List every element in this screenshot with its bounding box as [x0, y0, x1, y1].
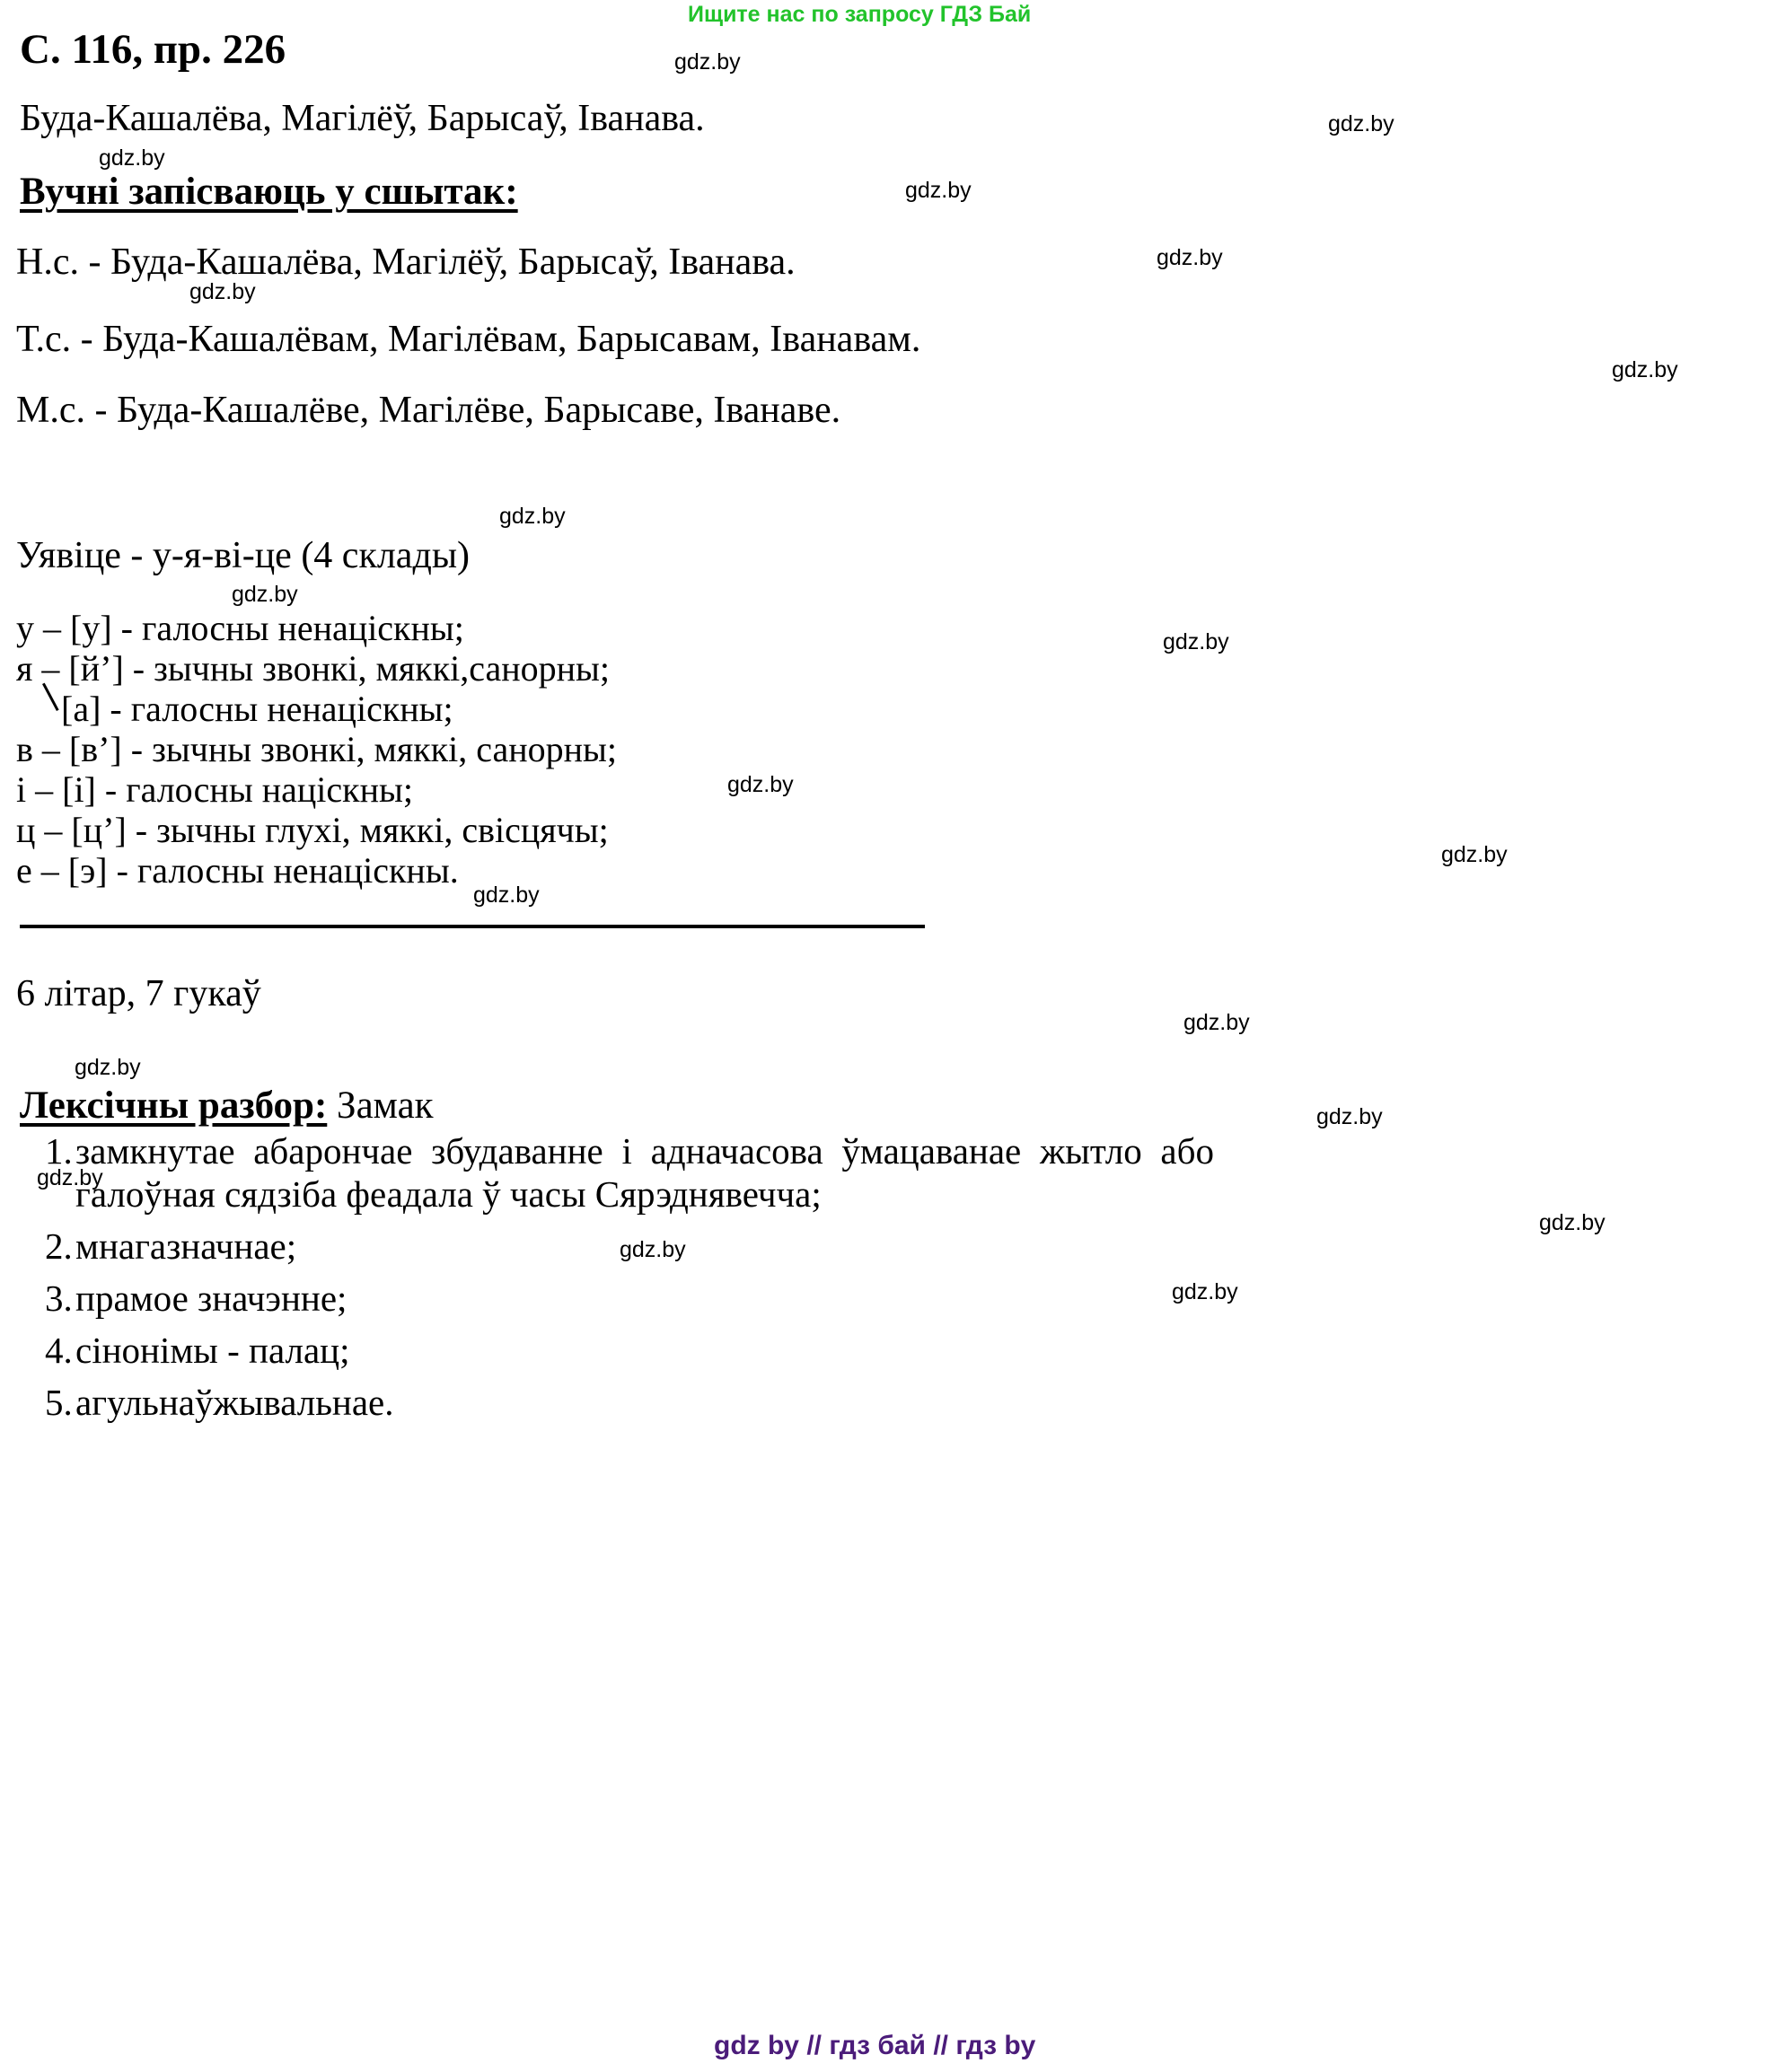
- phonetic-row-ya: [16, 647, 610, 689]
- gdz-watermark: gdz.by: [232, 582, 298, 607]
- horizontal-divider: [20, 925, 925, 928]
- phonetic-letter: е: [16, 850, 32, 891]
- phonetic-letter: і: [16, 769, 27, 810]
- lexical-heading-label: Лексічны разбор:: [20, 1084, 328, 1127]
- phonetic-sound: [ц’]: [71, 810, 127, 850]
- syllable-division-line: Уявіце - у-я-ві-це (4 склады): [16, 535, 471, 576]
- list-item-text: агульнаўжывальнае.: [75, 1382, 394, 1423]
- list-item-text: замкнутае абарончае збудаванне і адначасова ўмацаванае жытло або галоўная сядзіба феадала ў часы Сярэднявечча;: [75, 1130, 1214, 1215]
- list-item-number: 4.: [45, 1330, 73, 1371]
- phonetic-description: - галосны націскны;: [104, 769, 413, 810]
- footer-watermark: gdz by // гдз бай // гдз by: [714, 2031, 1036, 2060]
- phonetic-letter: ц: [16, 810, 36, 850]
- list-item-number: 5.: [45, 1382, 73, 1423]
- gdz-watermark: gdz.by: [1539, 1210, 1606, 1235]
- phonetic-dash: –: [41, 648, 60, 689]
- case-line-nominative: Н.с. - Буда-Кашалёва, Магілёў, Барысаў, Іванава.: [16, 241, 796, 283]
- phonetic-sound: [й’]: [68, 648, 124, 689]
- gdz-watermark: gdz.by: [473, 882, 540, 908]
- task-answer-line: Буда-Кашалёва, Магілёў, Барысаў, Іванава.: [20, 98, 705, 139]
- phonetic-description: - зычны звонкі, мяккі, санорны;: [130, 729, 617, 769]
- gdz-watermark: gdz.by: [905, 178, 972, 203]
- gdz-watermark: gdz.by: [1157, 245, 1223, 270]
- phonetic-row-ts: [16, 809, 609, 851]
- case-line-instrumental: Т.с. - Буда-Кашалёвам, Магілёвам, Барысавам, Іванавам.: [16, 319, 921, 360]
- lexical-analysis-heading: [20, 1084, 434, 1128]
- lexical-analysis-list: [20, 1129, 1214, 1433]
- phonetic-row-v: [16, 728, 617, 770]
- gdz-watermark: gdz.by: [189, 279, 256, 304]
- phonetic-sound: [в’]: [68, 729, 122, 769]
- gdz-watermark: gdz.by: [99, 145, 165, 171]
- phonetic-dash: –: [43, 608, 61, 648]
- phonetic-dash: –: [35, 769, 54, 810]
- gdz-watermark: gdz.by: [1328, 111, 1394, 136]
- phonetic-dash: –: [44, 810, 63, 850]
- list-item-number: 3.: [45, 1277, 73, 1319]
- list-item-number: 1.: [45, 1130, 73, 1172]
- phonetic-description: - галосны ненаціскны;: [110, 689, 453, 729]
- gdz-watermark: gdz.by: [1316, 1104, 1383, 1129]
- phonetic-row-e: [16, 849, 459, 891]
- list-item-text: сінонімы - палац;: [75, 1330, 350, 1371]
- gdz-watermark: gdz.by: [1163, 629, 1229, 654]
- list-item: [20, 1329, 1214, 1372]
- phonetic-row-a: [61, 688, 453, 730]
- phonetic-dash: –: [40, 850, 59, 891]
- phonetic-row-u: [16, 607, 464, 649]
- list-item: [20, 1225, 1214, 1268]
- case-line-locative: М.с. - Буда-Кашалёве, Магілёве, Барысаве, Іванаве.: [16, 390, 841, 431]
- students-heading: Вучні запісваюць у сшытак:: [20, 171, 518, 213]
- gdz-watermark: gdz.by: [499, 504, 566, 529]
- list-item: [20, 1381, 1214, 1424]
- page-title: С. 116, пр. 226: [20, 26, 286, 73]
- letters-sounds-count: 6 літар, 7 гукаў: [16, 973, 261, 1014]
- list-item-text: мнагазначнае;: [75, 1225, 297, 1267]
- phonetic-sound: [і]: [62, 769, 96, 810]
- list-item-text: прамое значэнне;: [75, 1277, 348, 1319]
- phonetic-description: - зычны звонкі, мяккі,санорны;: [132, 648, 611, 689]
- phonetic-description: - галосны ненаціскны;: [120, 608, 464, 648]
- lexical-heading-word: Замак: [337, 1084, 434, 1127]
- phonetic-sound: [у]: [70, 608, 112, 648]
- phonetic-description: - галосны ненаціскны.: [116, 850, 459, 891]
- phonetic-row-i: [16, 768, 413, 811]
- list-item: [20, 1129, 1214, 1216]
- phonetic-letter: у: [16, 608, 34, 648]
- gdz-watermark: gdz.by: [727, 772, 794, 797]
- phonetic-letter: я: [16, 648, 33, 689]
- phonetic-sound: [э]: [67, 850, 108, 891]
- list-item-number: 2.: [45, 1225, 73, 1267]
- gdz-watermark: gdz.by: [1183, 1010, 1250, 1035]
- gdz-watermark: gdz.by: [37, 1165, 103, 1190]
- gdz-watermark: gdz.by: [1172, 1279, 1238, 1304]
- gdz-watermark: gdz.by: [1612, 357, 1678, 382]
- gdz-watermark: gdz.by: [1441, 842, 1508, 867]
- phonetic-description: - зычны глухі, мяккі, свісцячы;: [135, 810, 609, 850]
- promo-banner: Ищите нас по запросу ГДЗ Бай: [688, 2, 1032, 27]
- gdz-watermark: gdz.by: [75, 1055, 141, 1080]
- gdz-watermark: gdz.by: [674, 49, 741, 75]
- gdz-watermark: gdz.by: [620, 1237, 686, 1262]
- phonetic-sound: [а]: [61, 689, 101, 729]
- phonetic-letter: в: [16, 729, 33, 769]
- phonetic-dash: –: [41, 729, 60, 769]
- list-item: [20, 1277, 1214, 1320]
